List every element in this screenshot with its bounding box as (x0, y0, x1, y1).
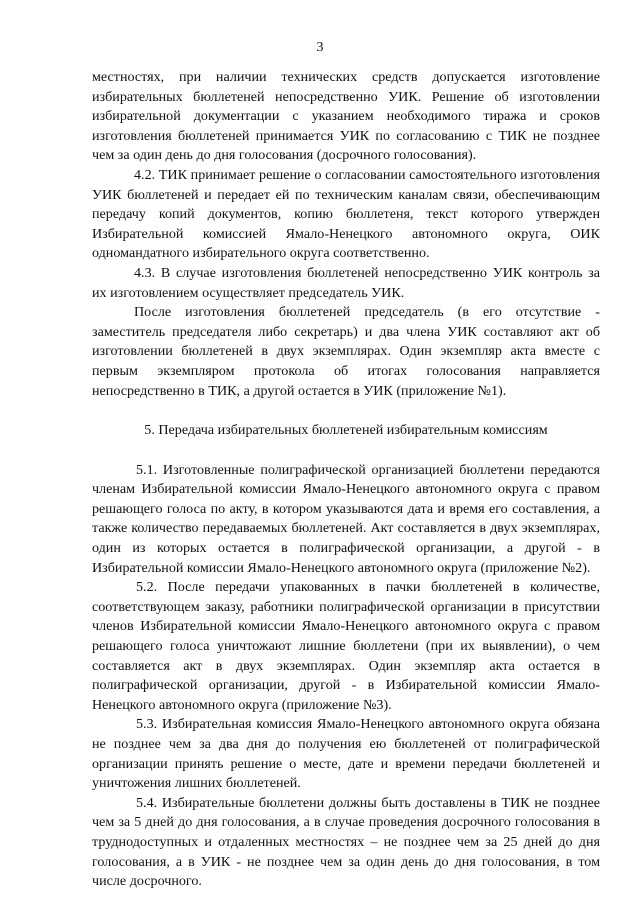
paragraph-act-of-production: После изготовления бюллетеней председатель (в его отсутствие - заместитель председателя либо секретарь) и два члена УИК составляют акт об изготовлении бюллетеней в двух экземплярах. Один экземпляр акта вместе с первым экземпляром протокола об итогах голосования направляется непосредственно в ТИК, а другой остается в УИК (приложение №1). (92, 304, 600, 399)
section-heading: 5. Передача избирательных бюллетеней избирательным комиссиям (144, 422, 548, 439)
paragraph-5-3: 5.3. Избирательная комиссия Ямало-Ненецкого автономного округа обязана не позднее чем за два дня до получения ею бюллетеней от полиграфической организации принять решение о месте, дате и времени передачи бюллетеней и уничтожения лишних бюллетеней. (92, 716, 600, 792)
document-body (92, 68, 600, 892)
paragraph-4-3: 4.3. В случае изготовления бюллетеней непосредственно УИК контроль за их изготовлением осуществляет председатель УИК. (92, 264, 600, 301)
paragraph-5-1: 5.1. Изготовленные полиграфической организацией бюллетени передаются членам Избирательной комиссии Ямало-Ненецкого автономного округа с правом решающего голоса по акту, в котором указываются дата и время его составления, а также количество передаваемых бюллетеней. Акт составляется в двух экземплярах, один из которых остается в полиграфической организации, а другой - в Избирательной комиссии Ямало-Ненецкого автономного округа (приложение №2). (92, 461, 600, 576)
paragraph-5-2: 5.2. После передачи упакованных в пачки бюллетеней в количестве, соответствующем заказу, работники полиграфической организации в присутствии членов Избирательной комиссии Ямало-Ненецкого автономного округа с правом решающего голоса уничтожают лишние бюллетени (при их выявлении), о чем составляется акт в двух экземплярах. Один экземпляр акта остается в полиграфической организации, другой - в Избирательной комиссии Ямало-Ненецкого автономного округа (приложение №3). (92, 579, 600, 713)
paragraph-4-2: 4.2. ТИК принимает решение о согласовании самостоятельного изготовления УИК бюллетеней и передает ей по техническим каналам связи, обеспечивающим передачу копий документов, копию бюллетеня, текст которого утвержден Избирательной комиссией Ямало-Ненецкого автономного округа, ОИК одномандатного избирательного округа соответственно. (92, 166, 600, 262)
paragraph-continuation: местностях, при наличии технических средств допускается изготовление избирательных бюллетеней непосредственно УИК. Решение об изготовлении избирательной документации с указанием необходимого тиража и сроков изготовления бюллетеней принимается УИК по согласованию с ТИК не позднее чем за один день до дня голосования (досрочного голосования). (92, 69, 600, 164)
paragraph-5-4: 5.4. Избирательные бюллетени должны быть доставлены в ТИК не позднее чем за 5 дней до дня голосования, а в случае проведения досрочного голосования в труднодоступных и отдаленных местностях – не позднее чем за 25 дней до дня голосования, а в УИК - не позднее чем за один день до дня голосования, в том числе досрочного. (92, 794, 600, 890)
page-number: 3 (316, 40, 324, 55)
